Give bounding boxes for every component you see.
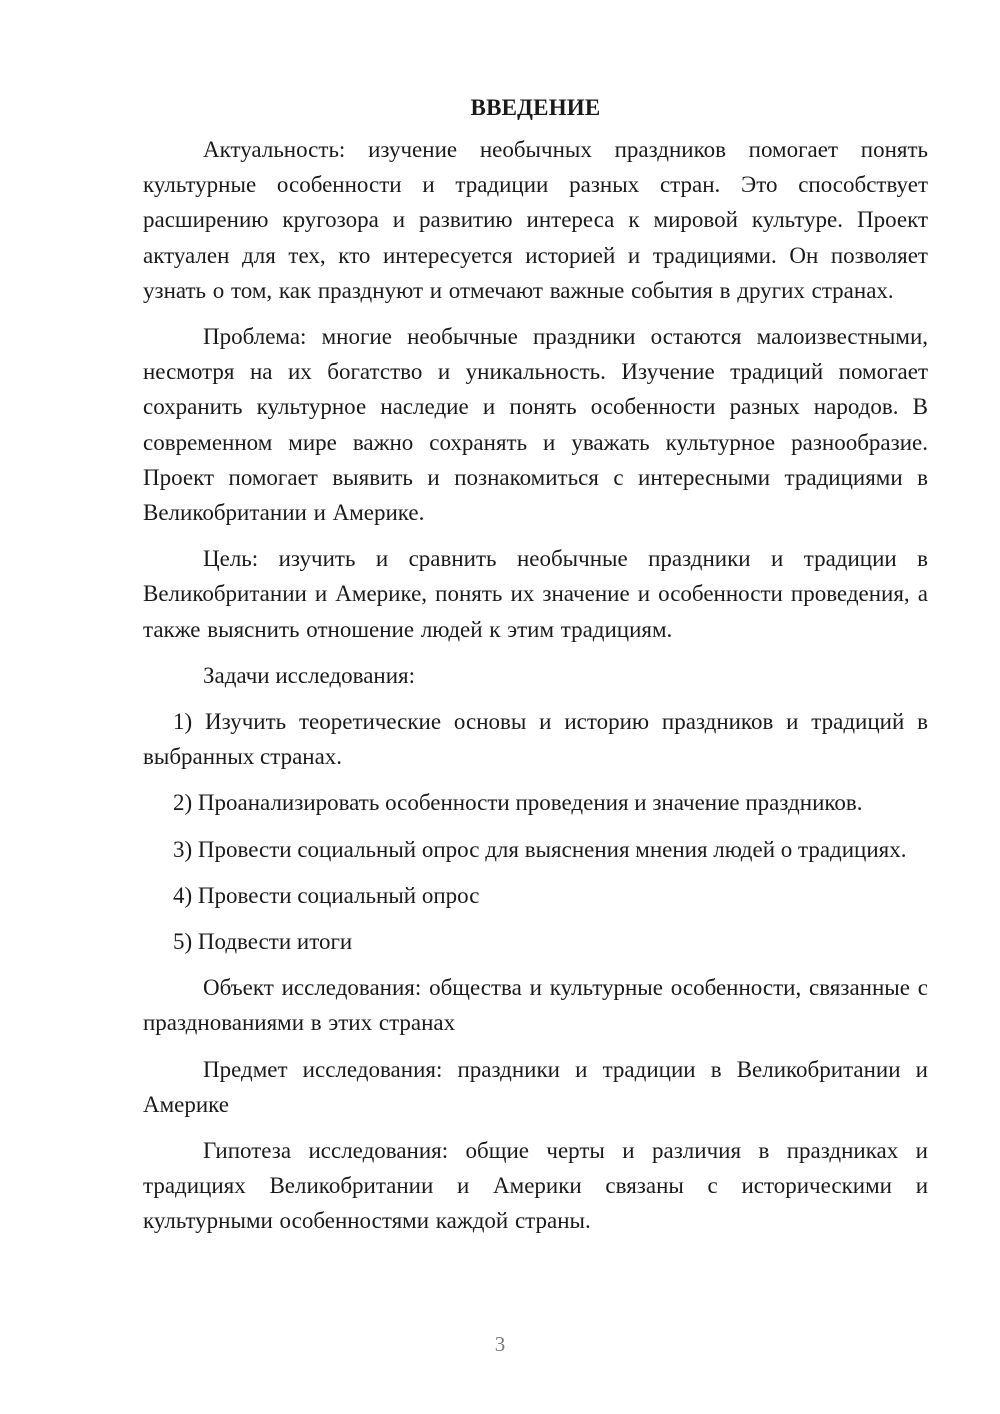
task-item: 2) Проанализировать особенности проведения и значение праздников. — [173, 790, 863, 816]
task-item: 3) Провести социальный опрос для выяснения мнения людей о традициях. — [173, 836, 907, 862]
tasks-list — [143, 704, 928, 959]
task-item: 5) Подвести итоги — [173, 929, 353, 955]
task-item: 1) Изучить теоретические основы и историю праздников и традиций в выбранных странах. — [143, 709, 928, 770]
section-title: ВВЕДЕНИЕ — [470, 95, 601, 120]
page-number: 3 — [494, 1332, 506, 1356]
goal-paragraph: Цель: изучить и сравнить необычные праздники и традиции в Великобритании и Америке, понять их значение и особенности проведения, а также выяснить отношение людей к этим традициям. — [143, 546, 928, 642]
research-object-paragraph: Объект исследования: общества и культурные особенности, связанные с празднованиями в этих странах — [143, 975, 928, 1036]
research-subject-paragraph: Предмет исследования: праздники и традиции в Великобритании и Америке — [143, 1056, 928, 1117]
relevance-paragraph: Актуальность: изучение необычных праздников помогает понять культурные особенности и традиции разных стран. Это способствует расширению кругозора и развитию интереса к мировой культуре. Проект актуален для тех, кто интересуется историей и традициями. Он позволяет узнать о том, как празднуют и отмечают важные события в других странах. — [143, 137, 928, 303]
document-page — [143, 90, 928, 1250]
hypothesis-paragraph: Гипотеза исследования: общие черты и различия в праздниках и традициях Великобритании и Америки связаны с историческими и культурными особенностями каждой страны. — [143, 1138, 928, 1234]
tasks-heading: Задачи исследования: — [203, 662, 416, 688]
problem-paragraph: Проблема: многие необычные праздники остаются малоизвестными, несмотря на их богатство и уникальность. Изучение традиций помогает сохранить культурное наследие и понять особенности разных народов. В современном мире важно сохранять и уважать культурное разнообразие. Проект помогает выявить и познакомиться с интересными традициями в Великобритании и Америке. — [143, 324, 928, 526]
task-item: 4) Провести социальный опрос — [173, 882, 480, 908]
